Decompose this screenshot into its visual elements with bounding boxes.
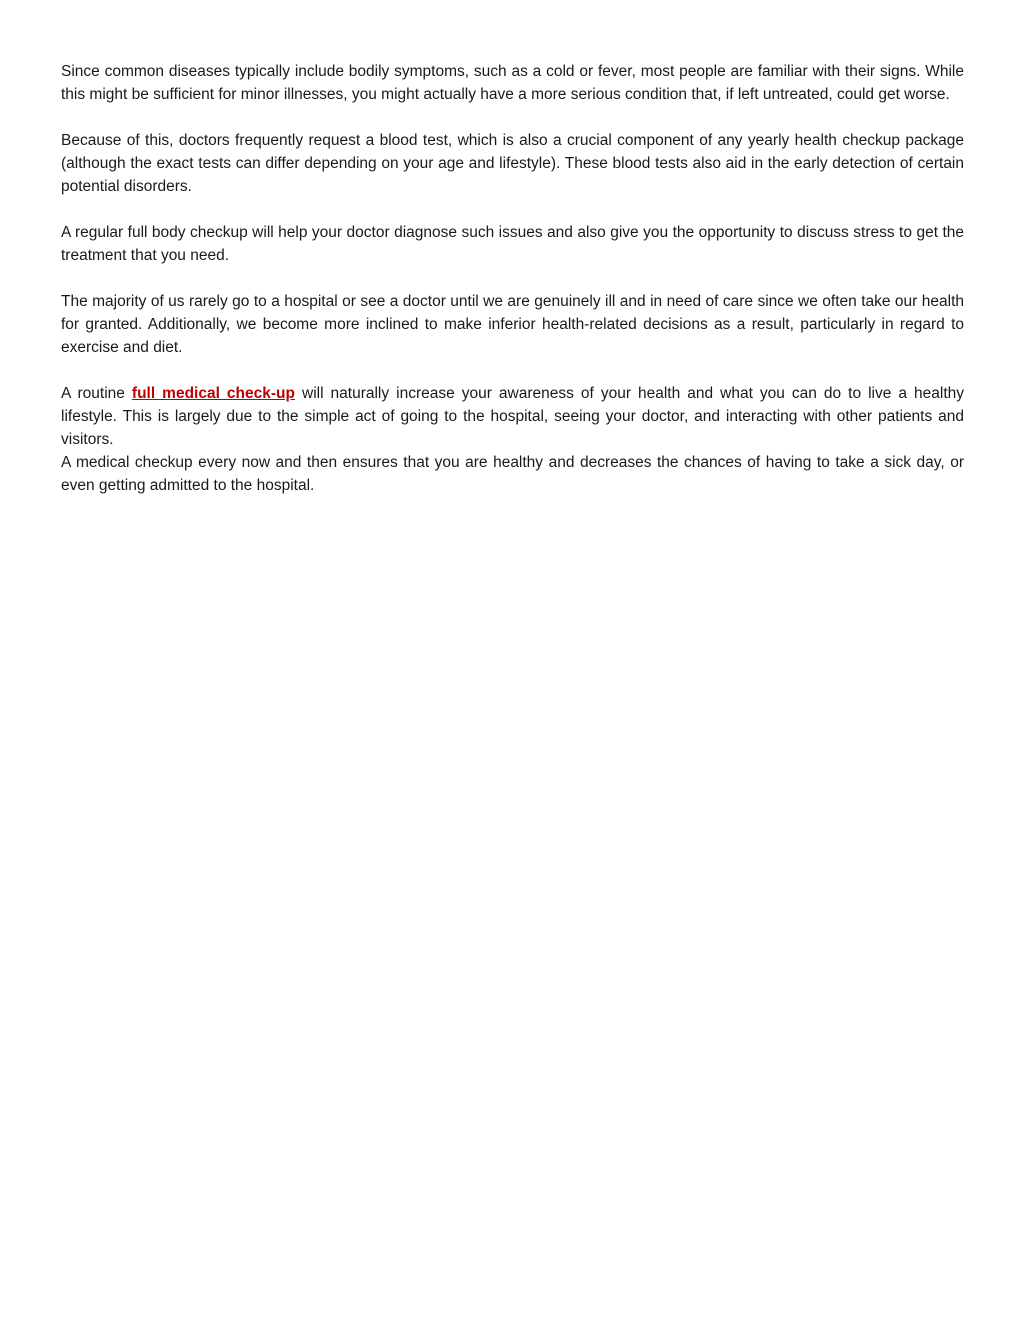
paragraph-health-for-granted: The majority of us rarely go to a hospital or see a doctor until we are genuinely ill and in need of care since we often take our health for granted. Additionally, we become more inclined to make inferior health-related decisions as a result, particularly in regard to exercise and diet. [61, 293, 964, 356]
paragraph-blood-test: Because of this, doctors frequently request a blood test, which is also a crucial component of any yearly health checkup package (although the exact tests can differ depending on your age and lifestyle). These blood tests also aid in the early detection of certain potential disorders. [61, 132, 964, 195]
paragraph-common-diseases: Since common diseases typically include bodily symptoms, such as a cold or fever, most people are familiar with their signs. While this might be sufficient for minor illnesses, you might actually have a more serious condition that, if left untreated, could get worse. [61, 63, 964, 103]
full-medical-checkup-link[interactable]: full medical check-up [131, 385, 295, 402]
paragraph-full-body-checkup: A regular full body checkup will help your doctor diagnose such issues and also give you the opportunity to discuss stress to get the treatment that you need. [61, 224, 964, 264]
routine-text-before-link: A routine [61, 385, 132, 402]
routine-text-after-link: will naturally increase your awareness of your health and what you can do to live a healthy lifestyle. This is largely due to the simple act of going to the hospital, seeing your doctor, and interacting with other patients and visitors. [61, 385, 965, 448]
paragraph-medical-checkup-benefits: A medical checkup every now and then ensures that you are healthy and decreases the chances of having to take a sick day, or even getting admitted to the hospital. [61, 454, 964, 494]
document-body [61, 60, 964, 497]
paragraph-routine-checkup [61, 382, 964, 451]
